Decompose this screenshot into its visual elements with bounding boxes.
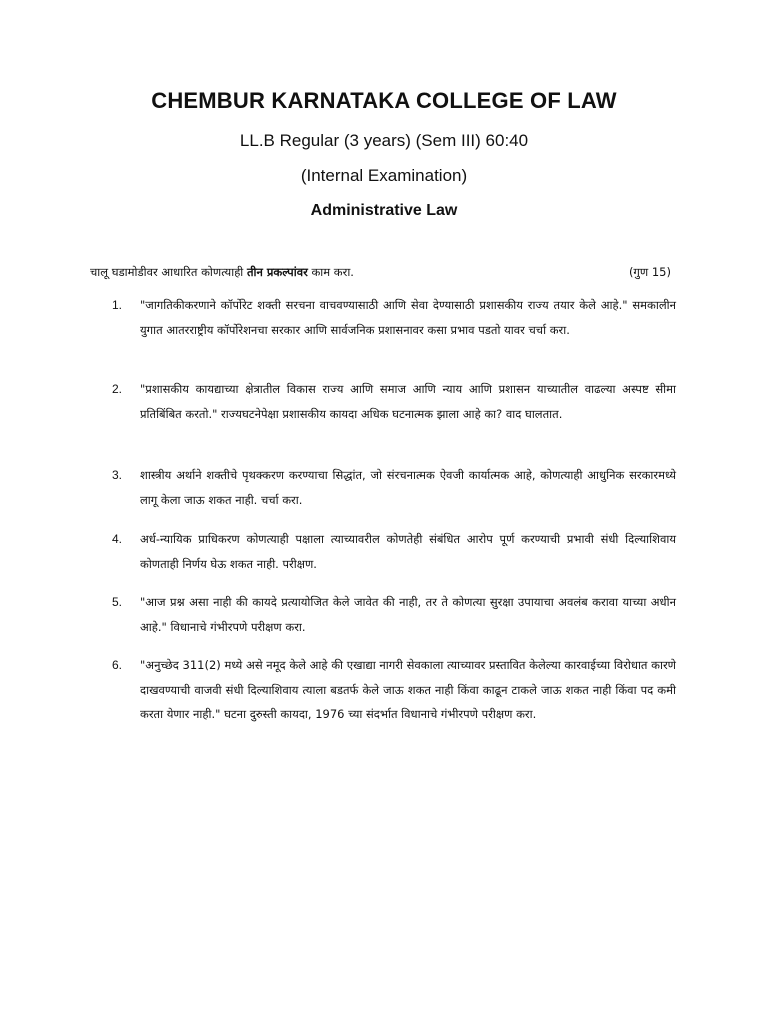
instruction-text-after: काम करा. (307, 265, 354, 279)
subject-title: Administrative Law (310, 202, 458, 219)
question-number: 1. (112, 298, 123, 312)
question-item (112, 527, 676, 576)
question-item (112, 377, 676, 426)
question-text: "अनुच्छेद 311(2) मध्ये असे नमूद केले आहे की एखाद्या नागरी सेवकाला त्याच्यावर प्रस्तावित केलेल्या कारवाईच्या विरोधात कारणे दाखवण्याची वाजवी संधी दिल्याशिवाय त्याला बडतर्फ केले जाऊ शकत नाही किंवा काढून टाकले जाऊ शकत नाही किंवा पद कमी करता येणार नाही." घटना दुरुस्ती कायदा, 1976 च्या संदर्भात विधानाचे गंभीरपणे परीक्षण करा. (140, 658, 676, 721)
question-item (112, 590, 676, 639)
question-item (112, 653, 676, 727)
question-number: 3. (112, 468, 123, 482)
instruction-text-before: चालू घडामोडीवर आधारित कोणत्याही (90, 265, 247, 279)
question-number: 5. (112, 595, 123, 609)
question-number: 4. (112, 532, 123, 546)
marks-label: (गुण 15) (628, 265, 671, 279)
instruction-text-bold: तीन प्रकल्पांवर (246, 265, 308, 279)
college-title: CHEMBUR KARNATAKA COLLEGE OF LAW (151, 88, 617, 113)
question-text: शास्त्रीय अर्थाने शक्तीचे पृथक्करण करण्याचा सिद्धांत, जो संरचनात्मक ऐवजी कार्यात्मक आहे, कोणत्याही आधुनिक सरकारमध्ये लागू केला जाऊ शकत नाही. चर्चा करा. (140, 468, 676, 507)
question-item (112, 293, 676, 342)
question-item (112, 463, 676, 512)
question-text: "प्रशासकीय कायद्याच्या क्षेत्रातील विकास राज्य आणि समाज आणि न्याय आणि प्रशासन याच्यातील वाढल्या अस्पष्ट सीमा प्रतिबिंबित करतो." राज्यघटनेपेक्षा प्रशासकीय कायदा अधिक घटनात्मक झाला आहे का? वाद घालतात. (140, 382, 676, 421)
instruction-row (90, 263, 675, 281)
question-text: अर्ध-न्यायिक प्राधिकरण कोणत्याही पक्षाला त्याच्यावरील कोणतेही संबंधित आरोप पूर्ण करण्याची प्रभावी संधी दिल्याशिवाय कोणताही निर्णय घेऊ शकत नाही. परीक्षण. (140, 532, 676, 571)
question-number: 6. (112, 658, 123, 672)
question-number: 2. (112, 382, 123, 396)
course-line: LL.B Regular (3 years) (Sem III) 60:40 (239, 131, 529, 150)
exam-type: (Internal Examination) (300, 166, 468, 185)
question-text: "जागतिकीकरणाने कॉर्पोरेट शक्ती सरचना वाचवण्यासाठी आणि सेवा देण्यासाठी प्रशासकीय राज्य तयार केले आहे." समकालीन युगात आतरराष्ट्रीय कॉर्पोरेशनचा सरकार आणि सार्वजनिक प्रशासनावर कसा प्रभाव पडतो यावर चर्चा करा. (140, 298, 676, 337)
question-text: "आज प्रश्न असा नाही की कायदे प्रत्यायोजित केले जावेत की नाही, तर ते कोणत्या सुरक्षा उपायाचा अवलंब करावा याच्या अधीन आहे." विधानाचे गंभीरपणे परीक्षण करा. (140, 595, 676, 634)
